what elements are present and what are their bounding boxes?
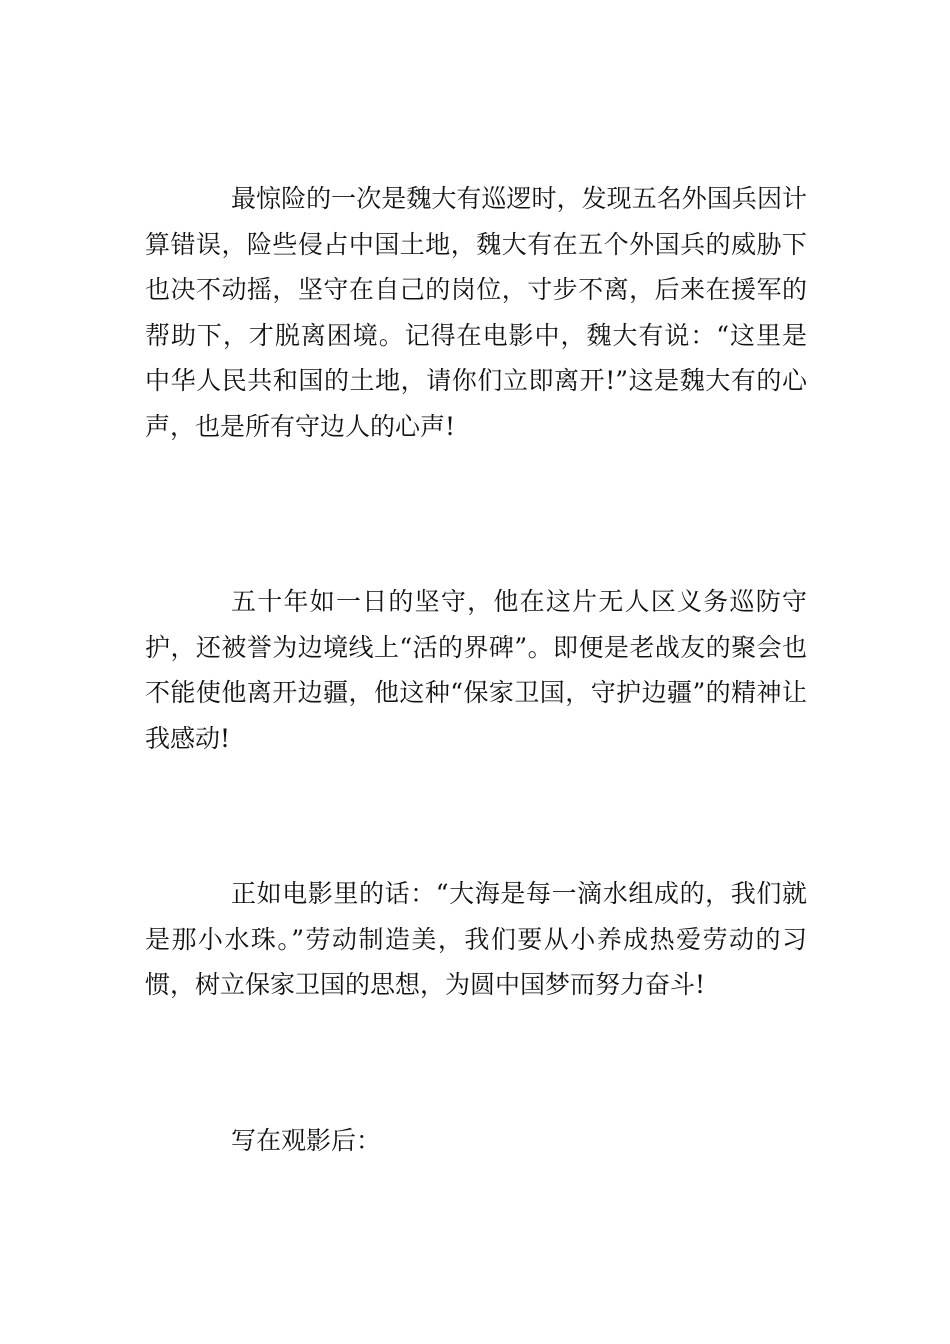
paragraph-ocean-quote: 正如电影里的话：“大海是每一滴水组成的，我们就是那小水珠。”劳动制造美，我们要从小养成热爱劳动的习惯，树立保家卫国的思想，为圆中国梦而努力奋斗! [145, 879, 807, 999]
paragraph-after-viewing: 写在观影后： [231, 1126, 382, 1155]
paragraph-patrol-incident: 最惊险的一次是魏大有巡逻时，发现五名外国兵因计算错误，险些侵占中国土地，魏大有在五个外国兵的威胁下也决不动摇，坚守在自己的岗位，寸步不离，后来在援军的帮助下，才脱离困境。记得在电影中，魏大有说：“这里是中华人民共和国的土地，请你们立即离开!”这是魏大有的心声，也是所有守边人的心声! [145, 184, 807, 441]
paragraph-fifty-years-guard: 五十年如一日的坚守，他在这片无人区义务巡防守护，还被誉为边境线上“活的界碑”。即便是老战友的聚会也不能使他离开边疆，他这种“保家卫国，守护边疆”的精神让我感动! [145, 587, 807, 753]
